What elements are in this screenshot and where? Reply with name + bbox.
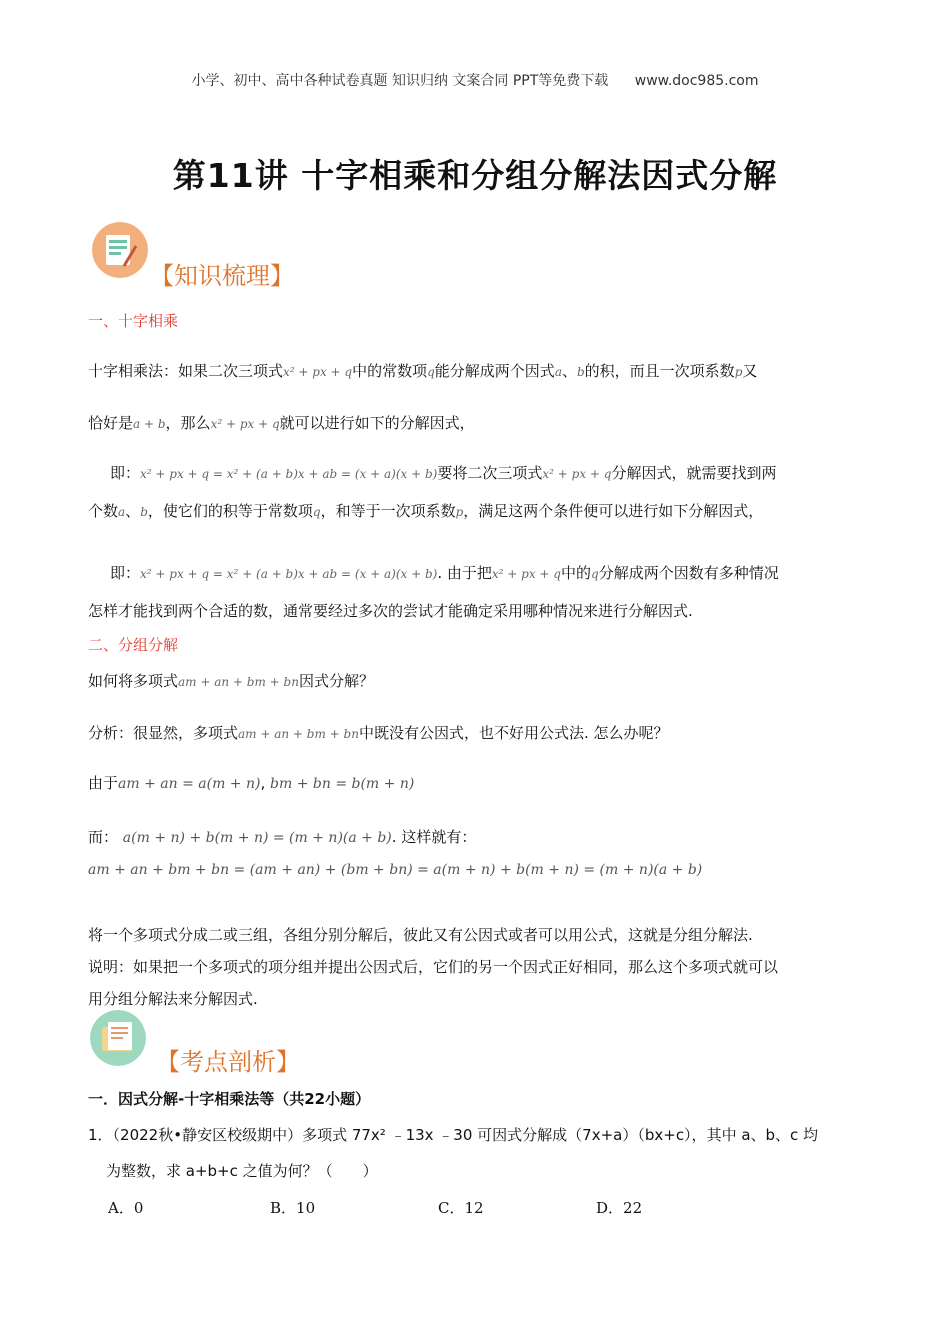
option-a[interactable]: A．0: [108, 1199, 144, 1217]
paragraph-line: 恰好是a + b，那么x² + px + q就可以进行如下的分解因式，: [88, 414, 475, 432]
folder-icon: [90, 1010, 146, 1066]
option-d[interactable]: D．22: [596, 1199, 643, 1217]
paragraph-line: 用分组分解法来分解因式.: [88, 990, 258, 1008]
question-1-line-1: 1．（2022秋•静安区校级期中）多项式 77x² ﹣13x ﹣30 可因式分解成（7x+a）（bx+c），其中 a、b、c 均: [88, 1126, 819, 1144]
question-1-line-2: 为整数，求 a+b+c 之值为何？（ ）: [106, 1162, 378, 1180]
paragraph-line: 而： a(m + n) + b(m + n) = (m + n)(a + b). 这样就有：: [88, 828, 477, 846]
paragraph-line: 将一个多项式分成二或三组，各组分别分解后，彼此又有公因式或者可以用公式，这就是分组分解法.: [88, 926, 753, 944]
header-site[interactable]: www.doc985.com: [634, 73, 759, 89]
header-text: 小学、初中、高中各种试卷真题 知识归纳 文案合同 PPT等免费下载: [191, 73, 609, 89]
notes-icon: [92, 222, 148, 278]
analysis-section-title: 【考点剖析】: [156, 1048, 300, 1076]
option-c[interactable]: C．12: [438, 1199, 484, 1217]
paragraph-line: 十字相乘法：如果二次三项式x² + px + q中的常数项q能分解成两个因式a、b的积，而且一次项系数p又: [88, 362, 758, 380]
paragraph-line: 怎样才能找到两个合适的数，通常要经过多次的尝试才能确定采用哪种情况来进行分解因式.: [88, 602, 693, 620]
paragraph-line: 个数a、b，使它们的积等于常数项q，和等于一次项系数p，满足这两个条件便可以进行如下分解因式，: [88, 502, 764, 520]
knowledge-section-title: 【知识梳理】: [150, 262, 294, 290]
paragraph-line: 如何将多项式am + an + bm + bn因式分解？: [88, 672, 374, 690]
paragraph-line: 即：x² + px + q = x² + (a + b)x + ab = (x + a)(x + b)要将二次三项式x² + px + q分解因式，就需要找到两: [110, 464, 777, 482]
subheading-cross-multiplication: 一、十字相乘: [88, 312, 179, 330]
page-header: [0, 70, 950, 90]
page-title: 第11讲 十字相乘和分组分解法因式分解: [172, 156, 778, 195]
formula-line: am + an + bm + bn = (am + an) + (bm + bn) = a(m + n) + b(m + n) = (m + n)(a + b): [88, 862, 703, 878]
paragraph-line: 分析：很显然，多项式am + an + bm + bn中既没有公因式，也不好用公式法. 怎么办呢？: [88, 724, 669, 742]
option-b[interactable]: B．10: [270, 1199, 316, 1217]
paragraph-line: 说明：如果把一个多项式的项分组并提出公因式后，它们的另一个因式正好相同，那么这个多项式就可以: [88, 958, 779, 976]
subheading-grouping: 二、分组分解: [88, 636, 179, 654]
paragraph-line: 由于am + an = a(m + n), bm + bn = b(m + n): [88, 774, 415, 792]
paragraph-line: 即：x² + px + q = x² + (a + b)x + ab = (x + a)(x + b). 由于把x² + px + q中的q分解成两个因数有多种情况: [110, 564, 779, 582]
exercise-heading: 一．因式分解-十字相乘法等（共22小题）: [88, 1090, 371, 1108]
